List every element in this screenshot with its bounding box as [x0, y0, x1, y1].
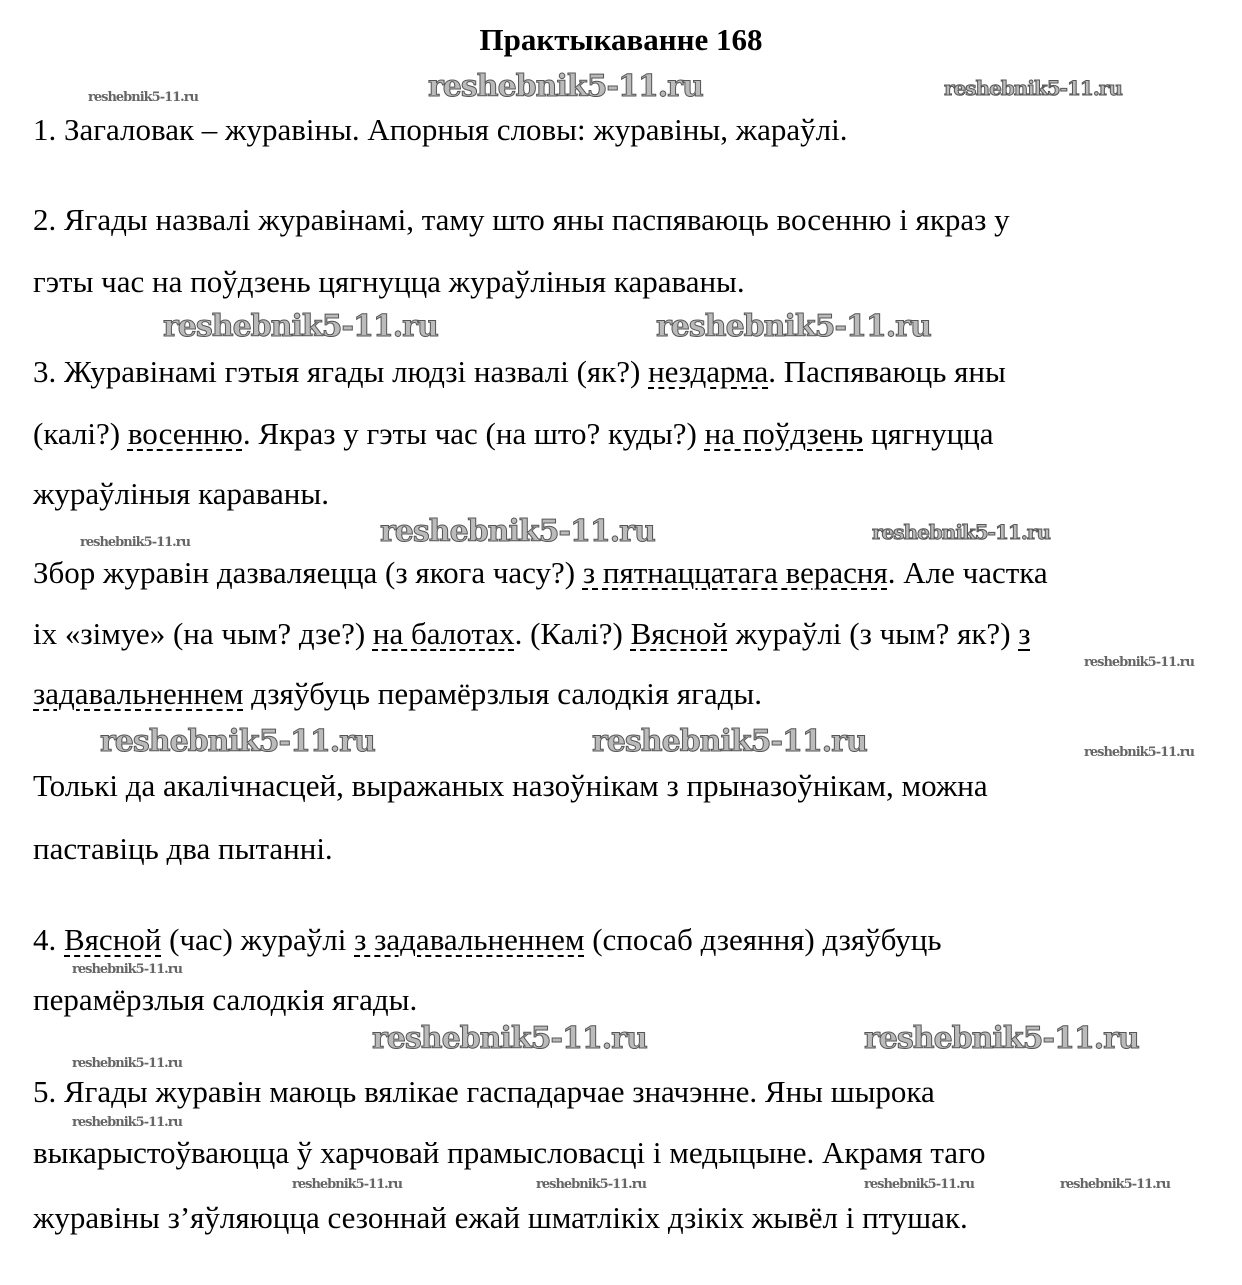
underlined-adverbial: нездарма: [648, 354, 769, 389]
watermark: reshebnik5-11.ru: [292, 1177, 403, 1192]
text-segment: Збор журавін дазваляецца (з якога часу?): [33, 555, 583, 590]
text-line: [33, 616, 1031, 652]
text-line: [33, 922, 941, 958]
text-segment: . (Калі?): [514, 616, 631, 651]
watermark: reshebnik5-11.ru: [1084, 655, 1195, 670]
text-segment: . Але частка: [887, 555, 1048, 590]
text-segment: гэты час на поўдзень цягнуцца жураўліныя караваны.: [33, 264, 745, 299]
text-line: [33, 476, 329, 512]
text-line: [33, 676, 762, 712]
text-segment: 5. Ягады журавін маюць вялікае гаспадарчае значэнне. Яны шырока: [33, 1074, 935, 1109]
text-segment: Толькі да акалічнасцей, выражаных назоўнікам з прыназоўнікам, можна: [33, 768, 988, 803]
text-segment: (час) жураўлі: [161, 922, 355, 957]
watermark: reshebnik5-11.ru: [1060, 1177, 1171, 1192]
text-segment: . Якраз у гэты час (на што? куды?): [242, 416, 705, 451]
text-segment: жураўліныя караваны.: [33, 476, 329, 511]
text-line: [33, 112, 847, 148]
watermark: reshebnik5-11.ru: [536, 1177, 647, 1192]
underlined-adverbial: з задавальненнем: [354, 922, 585, 957]
watermark: reshebnik5-11.ru: [100, 724, 375, 759]
text-line: [33, 416, 994, 452]
watermark: reshebnik5-11.ru: [428, 69, 703, 104]
text-line: [33, 555, 1048, 591]
text-segment: выкарыстоўваюцца ў харчовай прамысловасці і медыцыне. Акрамя таго: [33, 1135, 986, 1170]
text-line: [33, 1074, 935, 1110]
text-segment: 3. Журавінамі гэтыя ягады людзі назвалі (як?): [33, 354, 649, 389]
watermark: reshebnik5-11.ru: [163, 309, 438, 344]
underlined-adverbial: на поўдзень: [704, 416, 864, 451]
text-line: [33, 264, 745, 300]
watermark: reshebnik5-11.ru: [944, 76, 1122, 100]
text-segment: (калі?): [33, 416, 128, 451]
text-segment: паставіць два пытанні.: [33, 831, 333, 866]
text-segment: 4.: [33, 922, 64, 957]
text-line: [33, 354, 1006, 390]
watermark: reshebnik5-11.ru: [872, 520, 1050, 544]
text-segment: 1. Загаловак – журавіны. Апорныя словы: журавіны, жараўлі.: [33, 112, 848, 147]
underlined-adverbial: Вясной: [64, 922, 162, 957]
text-segment: журавіны з’яўляюцца сезоннай ежай шматлікіх дзікіх жывёл і птушак.: [33, 1200, 968, 1235]
underlined-adverbial: Вясной: [630, 616, 728, 651]
text-segment: дзяўбуць перамёрзлыя салодкія ягады.: [243, 676, 762, 711]
underlined-adverbial: на балотах: [372, 616, 515, 651]
watermark: reshebnik5-11.ru: [656, 309, 931, 344]
text-line: [33, 202, 1010, 238]
underlined-adverbial: задавальненнем: [33, 676, 244, 711]
text-segment: (спосаб дзеяння) дзяўбуць: [584, 922, 942, 957]
watermark: reshebnik5-11.ru: [72, 1056, 183, 1071]
watermark: reshebnik5-11.ru: [380, 514, 655, 549]
text-line: [33, 982, 417, 1018]
watermark: reshebnik5-11.ru: [372, 1021, 647, 1056]
watermark: reshebnik5-11.ru: [864, 1177, 975, 1192]
text-segment: . Паспяваюць яны: [768, 354, 1006, 389]
watermark: reshebnik5-11.ru: [592, 724, 867, 759]
text-segment: цягнуцца: [863, 416, 994, 451]
text-line: [33, 831, 333, 867]
watermark: reshebnik5-11.ru: [1084, 745, 1195, 760]
text-line: [33, 1200, 968, 1236]
text-line: [33, 768, 988, 804]
watermark: reshebnik5-11.ru: [88, 90, 199, 105]
text-segment: 2. Ягады назвалі журавінамі, таму што яны паспяваюць восенню і якраз у: [33, 202, 1010, 237]
watermark: reshebnik5-11.ru: [72, 962, 183, 977]
watermark: reshebnik5-11.ru: [80, 535, 191, 550]
watermark: reshebnik5-11.ru: [864, 1021, 1139, 1056]
underlined-adverbial: з пятнаццатага верасня: [582, 555, 888, 590]
underlined-adverbial: восенню: [127, 416, 243, 451]
page-title: Практыкаванне 168: [479, 22, 763, 57]
watermark: reshebnik5-11.ru: [72, 1115, 183, 1130]
text-line: [33, 1135, 986, 1171]
underlined-adverbial: з: [1018, 616, 1031, 651]
text-segment: іх «зімуе» (на чым? дзе?): [33, 616, 373, 651]
text-segment: перамёрзлыя салодкія ягады.: [33, 982, 418, 1017]
text-segment: жураўлі (з чым? як?): [727, 616, 1019, 651]
